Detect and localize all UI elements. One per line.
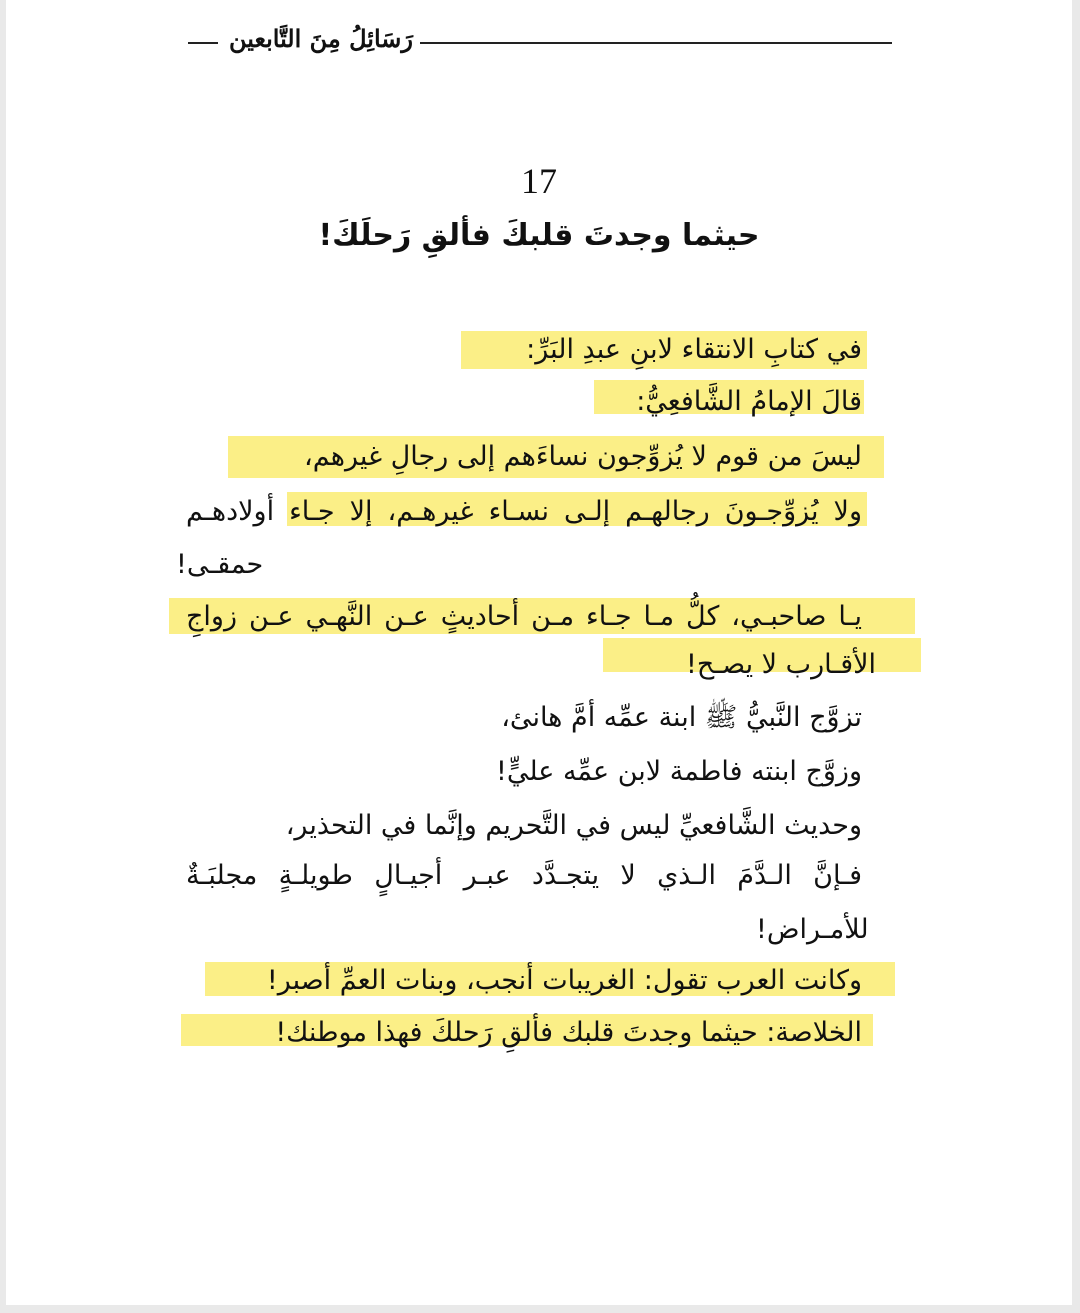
- chapter-title: حيثما وجدتَ قلبكَ فألقِ رَحلَكَ!: [318, 218, 760, 253]
- book-page: [6, 0, 1072, 1305]
- header-rule-right: [420, 42, 892, 44]
- body-line: وزوَّج ابنته فاطمة لابن عمِّه عليٍّ!: [496, 756, 862, 787]
- body-line: ليسَ من قوم لا يُزوِّجون نساءَهم إلى رجالِ غيرهم،: [304, 441, 862, 472]
- body-line: وحديث الشَّافعيِّ ليس في التَّحريم وإنَّما في التحذير،: [285, 810, 862, 841]
- body-line: الخلاصة: حيثما وجدتَ قلبك فألقِ رَحلكَ فهذا موطنك!: [275, 1017, 862, 1048]
- chapter-number: 17: [521, 161, 557, 201]
- body-line: حمقـى!: [176, 549, 264, 580]
- body-line: ولا يُزوِّجـونَ رجالهـم إلـى نسـاء غيرهـم، إلا جـاء أولادهـم: [186, 496, 862, 527]
- body-line: فـإنَّ الـدَّمَ الـذي لا يتجـدَّد عبـر أجيـالٍ طويلـةٍ مجلبَـةٌ: [186, 860, 862, 891]
- body-line: قالَ الإمامُ الشَّافعِيُّ:: [636, 386, 862, 417]
- header-rule-left: [188, 42, 218, 44]
- body-line: يـا صاحبـي، كلُّ مـا جـاء مـن أحاديثٍ عـن النَّهـي عـن زواجِ: [186, 601, 862, 632]
- body-line: تزوَّج النَّبيُّ ﷺ ابنة عمِّه أمَّ هانئ،: [501, 702, 862, 733]
- body-line: في كتابِ الانتقاء لابنِ عبدِ البَرِّ:: [526, 334, 862, 365]
- body-line: الأقـارب لا يصـح!: [686, 649, 877, 680]
- body-line: للأمـراض!: [756, 914, 869, 945]
- page-header: [6, 20, 1072, 64]
- running-title: رَسَائِلُ مِنَ التَّابعين: [228, 24, 413, 53]
- body-line: وكانت العرب تقول: الغريبات أنجب، وبنات العمِّ أصبر!: [266, 965, 862, 996]
